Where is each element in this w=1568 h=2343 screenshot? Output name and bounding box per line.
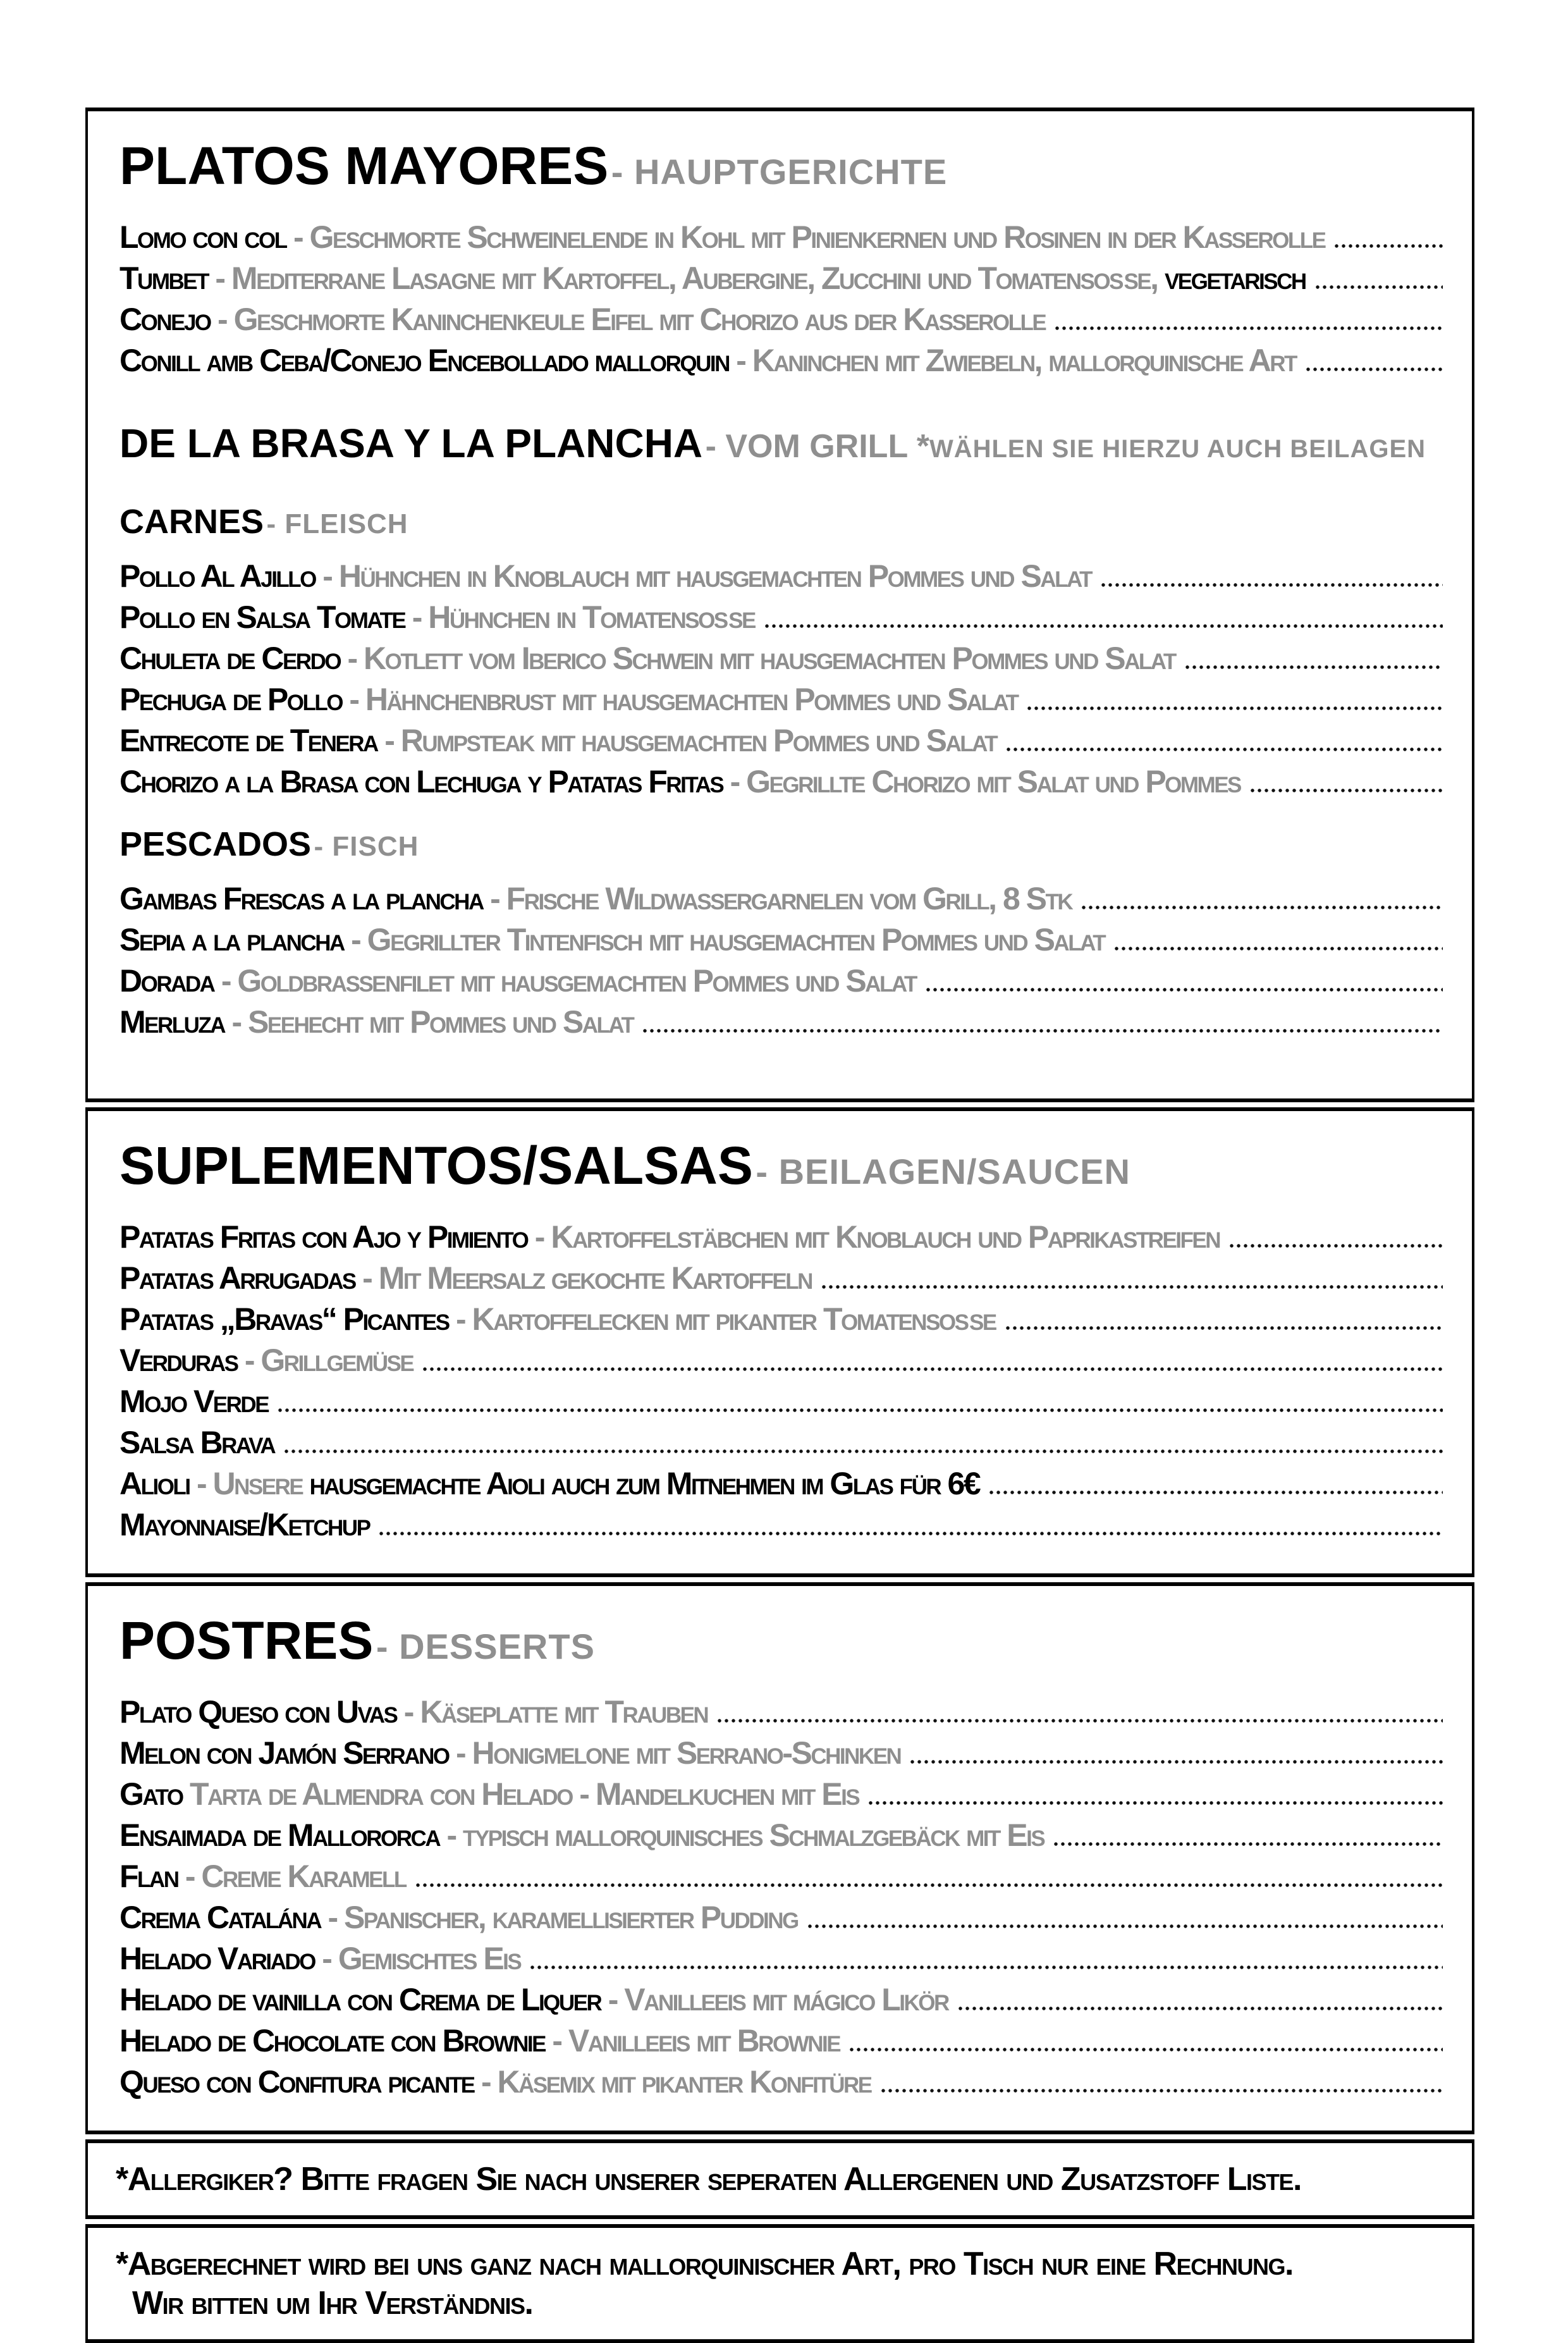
- dish-row: [119, 638, 1444, 679]
- dish-text: [119, 1381, 268, 1422]
- note-line: *Abgerechnet wird bei uns ganz nach mallorquinischer Art, pro Tisch nur eine Rechnung.: [116, 2246, 1294, 2282]
- section-title: SUPLEMENTOS/SALSAS: [119, 1136, 753, 1195]
- dish-row: [119, 761, 1444, 803]
- dish-row: [119, 217, 1444, 258]
- dish-text: [119, 597, 755, 638]
- dish-text: [119, 1938, 520, 1979]
- dish-text: [119, 299, 1045, 340]
- dish-text: [119, 919, 1105, 961]
- dish-text: [119, 1504, 369, 1546]
- price-leader-dots: [1115, 947, 1443, 950]
- dish-name: Patatas Arrugadas: [119, 1260, 355, 1296]
- dish-name: Plato Queso con Uvas: [119, 1694, 397, 1730]
- price-leader-dots: [850, 2048, 1443, 2051]
- dish-text: [119, 1002, 633, 1043]
- price-leader-dots: [416, 1883, 1443, 1887]
- dish-text: [119, 556, 1091, 597]
- dish-desc: - Frische Wildwassergarnelen vom Grill, 8 Stk: [482, 881, 1072, 916]
- section-box-suplementos-salsas: [85, 1107, 1474, 1577]
- dish-text: [119, 1422, 274, 1463]
- dish-name: Lomo con col: [119, 219, 286, 255]
- dish-desc: - Seehecht mit Pommes und Salat: [224, 1004, 634, 1040]
- price-leader-dots: [881, 2089, 1443, 2093]
- dish-name: Dorada: [119, 963, 214, 999]
- dish-text: [119, 1815, 1044, 1856]
- dish-desc: - typisch mallorquinisches Schmalzgebäck mit Eis: [439, 1817, 1044, 1853]
- dish-desc: - Goldbrassenfilet mit hausgemachten Pommes und Salat: [214, 963, 916, 999]
- dish-text: [119, 679, 1017, 720]
- dish-desc: - Kaninchen mit Zwiebeln, mallorquinische Art: [728, 343, 1296, 378]
- price-leader-dots: [989, 1491, 1443, 1494]
- dish-desc: - Grillgemüse: [237, 1343, 413, 1378]
- dish-desc: - Creme Karamell: [178, 1859, 406, 1894]
- dish-desc: - Rumpsteak mit hausgemachten Pommes und Salat: [377, 723, 997, 758]
- price-leader-dots: [1007, 747, 1443, 751]
- price-leader-dots: [822, 1285, 1443, 1289]
- dish-name: Ensaimada de Mallororca: [119, 1817, 440, 1853]
- section-box-postres: [85, 1582, 1474, 2134]
- price-leader-dots: [1316, 285, 1443, 289]
- dish-name: Conejo: [119, 302, 211, 337]
- dish-row: [119, 919, 1444, 961]
- dish-row: [119, 1258, 1444, 1299]
- dish-text: [119, 961, 916, 1002]
- dish-name: Mojo Verde: [119, 1384, 269, 1419]
- dish-row: [119, 878, 1444, 919]
- dish-name: Pollo Al Ajillo: [119, 558, 315, 594]
- note-line: Wir bitten um Ihr Verständnis.: [132, 2285, 533, 2321]
- price-leader-dots: [808, 1924, 1443, 1928]
- dish-row: [119, 1381, 1444, 1422]
- dish-desc: - Hühnchen in Knoblauch mit hausgemachten Pommes und Salat: [315, 558, 1092, 594]
- price-leader-dots: [1006, 1326, 1443, 1330]
- price-leader-dots: [1082, 906, 1443, 909]
- section-heading: [119, 824, 1444, 873]
- dish-name: Conill amb Ceba/Conejo Encebollado mallorquin: [119, 343, 729, 378]
- section-title: POSTRES: [119, 1611, 374, 1670]
- dish-text: [119, 1856, 406, 1897]
- price-leader-dots: [1101, 583, 1443, 587]
- dish-text: [119, 1692, 707, 1733]
- section-subtitle-note: WÄHLEN SIE HIERZU AUCH BEILAGEN: [929, 435, 1426, 463]
- section-box-allergen-note: [85, 2139, 1474, 2219]
- dish-desc: - Unsere: [189, 1466, 310, 1501]
- section-subtitle: - DESSERTS: [376, 1627, 595, 1666]
- dish-row: [119, 1856, 1444, 1897]
- dish-desc: - Vanilleeis mit mágico Likör: [601, 1982, 948, 2017]
- section-subtitle: - HAUPTGERICHTE: [611, 152, 948, 192]
- dish-row: [119, 299, 1444, 340]
- dish-row: [119, 1217, 1444, 1258]
- dish-row: [119, 1692, 1444, 1733]
- dish-desc: - Gemischtes Eis: [314, 1941, 521, 1976]
- dish-text: [119, 878, 1072, 919]
- dish-name: Pollo en Salsa Tomate: [119, 600, 405, 635]
- price-leader-dots: [1251, 789, 1443, 792]
- dish-desc: - Honigmelone mit Serrano-Schinken: [448, 1735, 901, 1771]
- dish-desc: - Käseplatte mit Trauben: [396, 1694, 708, 1730]
- dish-row: [119, 1002, 1444, 1043]
- dish-text: [119, 720, 996, 761]
- dish-desc: - Mit Meersalz gekochte Kartoffeln: [355, 1260, 812, 1296]
- dish-row: [119, 1463, 1444, 1504]
- price-leader-dots: [1306, 367, 1443, 371]
- dish-row: [119, 1897, 1444, 1938]
- dish-row: [119, 258, 1444, 299]
- price-leader-dots: [1230, 1244, 1443, 1248]
- dish-desc: - Hähnchenbrust mit hausgemachten Pommes und Salat: [341, 682, 1018, 717]
- dish-row: [119, 2020, 1444, 2062]
- dish-desc: Tarta de Almendra con Helado - Mandelkuchen mit Eis: [182, 1776, 859, 1812]
- section-subtitle: - BEILAGEN/SAUCEN: [756, 1152, 1130, 1191]
- dish-row: [119, 1340, 1444, 1381]
- section-heading: [119, 418, 1444, 480]
- dish-name: Verduras: [119, 1343, 238, 1378]
- price-leader-dots: [1027, 706, 1443, 710]
- dish-name: Patatas „Bravas“ Picantes: [119, 1301, 449, 1337]
- section-heading: [119, 1134, 1444, 1213]
- section-heading: [119, 1609, 1444, 1688]
- dish-text: [119, 1299, 996, 1340]
- price-leader-dots: [1185, 665, 1443, 669]
- price-leader-dots: [530, 1965, 1443, 1969]
- dish-text: [119, 1733, 900, 1774]
- dish-name: Queso con Confitura picante: [119, 2064, 474, 2100]
- price-leader-dots: [643, 1029, 1443, 1033]
- dish-row: [119, 1774, 1444, 1815]
- price-leader-dots: [869, 1801, 1443, 1805]
- section-heading: [119, 134, 1444, 213]
- dish-desc: - Käsemix mit pikanter Konfitüre: [474, 2064, 871, 2100]
- dish-desc: - Kartoffelstäbchen mit Knoblauch und Paprikastreifen: [527, 1219, 1220, 1255]
- dish-row: [119, 1733, 1444, 1774]
- dish-text: [119, 1463, 979, 1504]
- section-title: DE LA BRASA Y LA PLANCHA: [119, 421, 703, 466]
- dish-name: Gato: [119, 1776, 183, 1812]
- dish-name: Pechuga de Pollo: [119, 682, 342, 717]
- dish-name: Gambas Frescas a la plancha: [119, 881, 483, 916]
- dish-text: [119, 340, 1296, 381]
- price-leader-dots: [423, 1367, 1443, 1371]
- section-title: PLATOS MAYORES: [119, 136, 609, 195]
- price-leader-dots: [959, 2007, 1443, 2010]
- dish-text: [119, 217, 1325, 258]
- dish-row: [119, 679, 1444, 720]
- price-leader-dots: [1054, 1842, 1443, 1846]
- section-box-billing-note: [85, 2224, 1474, 2343]
- dish-row: [119, 597, 1444, 638]
- dish-name: Tumbet: [119, 261, 208, 296]
- dish-text: [119, 258, 1306, 299]
- dish-desc: - Geschmorte Kaninchenkeule Eifel mit Chorizo aus der Kasserolle: [210, 302, 1046, 337]
- dish-row: [119, 1299, 1444, 1340]
- dish-desc: - Gegrillter Tintenfisch mit hausgemachten Pommes und Salat: [343, 922, 1105, 957]
- dish-desc: - Kartoffelecken mit pikanter Tomatensoße: [448, 1301, 996, 1337]
- dish-desc: - Mediterrane Lasagne mit Kartoffel, Aubergine, Zucchini und Tomatensoße,: [207, 261, 1165, 296]
- dish-text: [119, 1979, 948, 2020]
- dish-name: Sepia a la plancha: [119, 922, 344, 957]
- dish-text: [119, 1340, 413, 1381]
- dish-desc: - Hühnchen in Tomatensoße: [405, 600, 755, 635]
- section-subtitle: - VOM GRILL *: [705, 428, 929, 465]
- dish-row: [119, 1504, 1444, 1546]
- dish-name: Alioli: [119, 1466, 190, 1501]
- dish-text: [119, 2020, 840, 2062]
- dish-name: Helado de vainilla con Crema de Liquer: [119, 1982, 601, 2017]
- dish-text: [119, 1217, 1220, 1258]
- dish-text: [119, 638, 1175, 679]
- dish-row: [119, 556, 1444, 597]
- price-leader-dots: [765, 624, 1443, 628]
- dish-row: [119, 2062, 1444, 2103]
- dish-text: [119, 1897, 798, 1938]
- dish-row: [119, 1815, 1444, 1856]
- dish-desc-bold: vegetarisch: [1164, 261, 1306, 296]
- dish-text: [119, 1258, 812, 1299]
- price-leader-dots: [278, 1408, 1443, 1412]
- dish-text: [119, 761, 1240, 803]
- section-title: CARNES: [119, 503, 264, 541]
- dish-name: Patatas Fritas con Ajo y Pimiento: [119, 1219, 528, 1255]
- section-heading: [119, 501, 1444, 551]
- section-box-platos-mayores: [85, 108, 1474, 1102]
- dish-row: [119, 1422, 1444, 1463]
- dish-desc: - Kotlett vom Iberico Schwein mit hausgemachten Pommes und Salat: [340, 641, 1175, 676]
- price-leader-dots: [379, 1532, 1443, 1535]
- dish-desc: - Vanilleeis mit Brownie: [544, 2023, 840, 2058]
- dish-name: Mayonnaise/Ketchup: [119, 1507, 370, 1542]
- dish-name: Entrecote de Tenera: [119, 723, 377, 758]
- dish-row: [119, 1938, 1444, 1979]
- dish-row: [119, 1979, 1444, 2020]
- dish-row: [119, 961, 1444, 1002]
- dish-name: Flan: [119, 1859, 178, 1894]
- dish-text: [119, 1774, 859, 1815]
- dish-name: Melon con Jamón Serrano: [119, 1735, 449, 1771]
- price-leader-dots: [926, 988, 1443, 992]
- price-leader-dots: [285, 1449, 1443, 1453]
- dish-name: Crema Catalána: [119, 1900, 321, 1935]
- dish-name: Chuleta de Cerdo: [119, 641, 341, 676]
- dish-name: Helado de Chocolate con Brownie: [119, 2023, 545, 2058]
- section-title: PESCADOS: [119, 825, 312, 863]
- dish-text: [119, 2062, 871, 2103]
- dish-desc-bold: hausgemachte Aioli auch zum Mitnehmen im Glas für 6€: [309, 1466, 980, 1501]
- section-subtitle: - FLEISCH: [266, 508, 408, 539]
- price-leader-dots: [1335, 244, 1443, 248]
- dish-name: Chorizo a la Brasa con Lechuga y Patatas Fritas: [119, 764, 723, 799]
- dish-name: Merluza: [119, 1004, 225, 1040]
- dish-row: [119, 340, 1444, 381]
- note-line: *Allergiker? Bitte fragen Sie nach unserer seperaten Allergenen und Zusatzstoff Liste.: [116, 2161, 1301, 2198]
- dish-name: Helado Variado: [119, 1941, 315, 1976]
- price-leader-dots: [910, 1760, 1443, 1764]
- price-leader-dots: [1055, 326, 1443, 330]
- section-subtitle: - FISCH: [314, 831, 419, 862]
- dish-desc: - Spanischer, karamellisierter Pudding: [321, 1900, 798, 1935]
- dish-desc: - Geschmorte Schweinelende in Kohl mit Pinienkernen und Rosinen in der Kasserolle: [286, 219, 1325, 255]
- dish-row: [119, 720, 1444, 761]
- price-leader-dots: [718, 1719, 1443, 1723]
- dish-desc: - Gegrillte Chorizo mit Salat und Pommes: [723, 764, 1240, 799]
- dish-name: Salsa Brava: [119, 1425, 275, 1460]
